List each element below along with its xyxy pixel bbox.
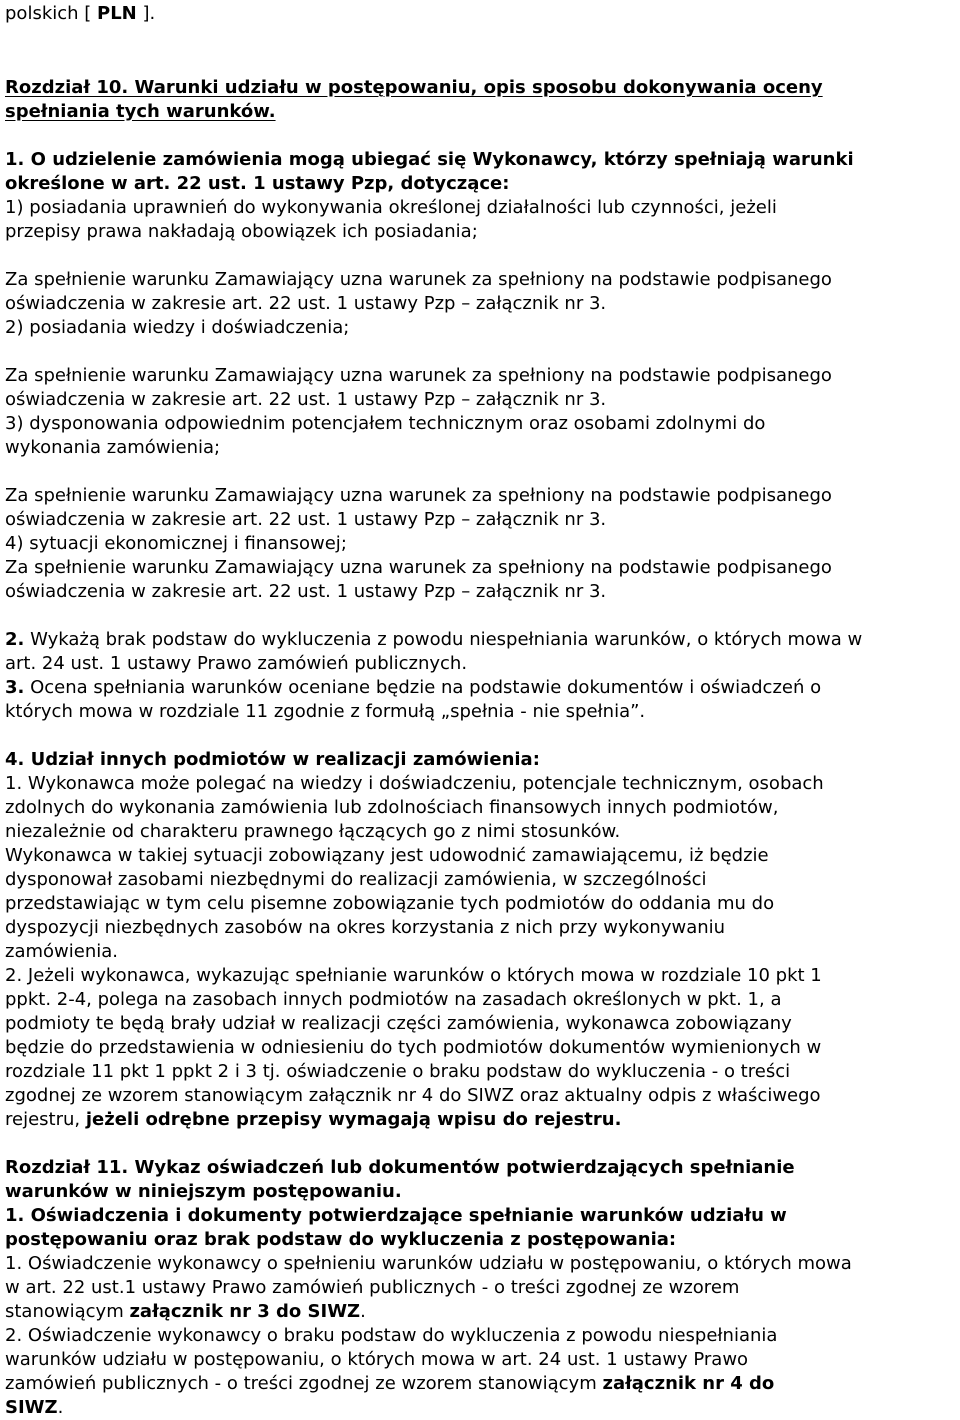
text-line	[5, 1012, 792, 1036]
text-run: 2. Oświadczenie wykonawcy o braku podstaw do wykluczenia z powodu niespełniania	[5, 1325, 778, 1346]
text-line	[5, 892, 774, 916]
text-line	[5, 508, 606, 532]
text-run: Za spełnienie warunku Zamawiający uzna warunek za spełniony na podstawie podpisanego	[5, 365, 832, 386]
text-run: oświadczenia w zakresie art. 22 ust. 1 ustawy Pzp – załącznik nr 3.	[5, 509, 607, 530]
text-line	[5, 316, 349, 340]
text-line	[5, 1060, 790, 1084]
text-line	[5, 484, 832, 508]
text-line	[5, 532, 347, 556]
text-run: niezależnie od charakteru prawnego łączących go z nimi stosunków.	[5, 821, 621, 842]
text-line	[5, 412, 765, 436]
text-line	[5, 700, 645, 724]
text-line	[5, 1300, 366, 1324]
bold-text: 4. Udział innych podmiotów w realizacji zamówienia:	[5, 749, 540, 770]
bold-text: 3.	[5, 677, 25, 698]
text-run: polskich [	[5, 3, 98, 24]
text-line	[5, 2, 155, 26]
text-run: zgodnej ze wzorem stanowiącym załącznik nr 4 do SIWZ oraz aktualny odpis z właściwego	[5, 1085, 821, 1106]
text-run: ].	[136, 3, 156, 24]
text-run: oświadczenia w zakresie art. 22 ust. 1 ustawy Pzp – załącznik nr 3.	[5, 389, 607, 410]
text-run: .	[360, 1301, 366, 1322]
text-run: 3) dysponowania odpowiednim potencjałem technicznym oraz osobami zdolnymi do	[5, 413, 766, 434]
text-line	[5, 220, 478, 244]
text-line	[5, 76, 823, 100]
text-run: zamówień publicznych - o treści zgodnej ze wzorem stanowiącym	[5, 1373, 603, 1394]
text-line	[5, 364, 832, 388]
text-line	[5, 844, 769, 868]
bold-text: spełniania tych warunków.	[5, 101, 276, 122]
text-line	[5, 1396, 63, 1420]
text-line	[5, 1108, 621, 1132]
text-line	[5, 172, 509, 196]
bold-text: PLN	[97, 3, 137, 24]
bold-text: 1. Oświadczenia i dokumenty potwierdzające spełnianie warunków udziału w	[5, 1205, 787, 1226]
text-line	[5, 1204, 787, 1228]
text-line	[5, 628, 862, 652]
text-line	[5, 940, 118, 964]
bold-text: załącznik nr 3 do SIWZ	[129, 1301, 361, 1322]
text-run: których mowa w rozdziale 11 zgodnie z formułą „spełnia - nie spełnia”.	[5, 701, 646, 722]
text-line	[5, 100, 276, 124]
text-run: Wykonawca w takiej sytuacji zobowiązany jest udowodnić zamawiającemu, iż będzie	[5, 845, 769, 866]
text-line	[5, 748, 540, 772]
text-line	[5, 292, 606, 316]
text-line	[5, 772, 824, 796]
text-line	[5, 1156, 795, 1180]
bold-text: 1. O udzielenie zamówienia mogą ubiegać się Wykonawcy, którzy spełniają warunki	[5, 149, 854, 170]
text-run: 1. Wykonawca może polegać na wiedzy i doświadczeniu, potencjale technicznym, osobach	[5, 773, 824, 794]
text-run: 2) posiadania wiedzy i doświadczenia;	[5, 317, 350, 338]
text-run: art. 24 ust. 1 ustawy Prawo zamówień publicznych.	[5, 653, 468, 674]
text-run: Ocena spełniania warunków oceniane będzie na podstawie dokumentów i oświadczeń o	[24, 677, 822, 698]
text-line	[5, 196, 777, 220]
text-line	[5, 1276, 739, 1300]
text-line	[5, 388, 606, 412]
text-line	[5, 820, 620, 844]
text-run: 2. Jeżeli wykonawca, wykazując spełnianie warunków o których mowa w rozdziale 10 pkt 1	[5, 965, 822, 986]
text-run: Za spełnienie warunku Zamawiający uzna warunek za spełniony na podstawie podpisanego	[5, 557, 832, 578]
text-line	[5, 988, 782, 1012]
text-run: dyspozycji niezbędnych zasobów na okres korzystania z nich przy wykonywaniu	[5, 917, 726, 938]
text-run: dysponował zasobami niezbędnymi do realizacji zamówienia, w szczególności	[5, 869, 707, 890]
text-line	[5, 1084, 821, 1108]
text-run: oświadczenia w zakresie art. 22 ust. 1 ustawy Pzp – załącznik nr 3.	[5, 581, 607, 602]
text-run: warunków udziału w postępowaniu, o których mowa w art. 24 ust. 1 ustawy Prawo	[5, 1349, 749, 1370]
text-run: przedstawiając w tym celu pisemne zobowiązanie tych podmiotów do oddania mu do	[5, 893, 775, 914]
text-line	[5, 1252, 852, 1276]
text-run: będzie do przedstawienia w odniesieniu do tych podmiotów dokumentów wymienionych w	[5, 1037, 822, 1058]
bold-text: SIWZ	[5, 1397, 58, 1418]
text-run: 4) sytuacji ekonomicznej i finansowej;	[5, 533, 347, 554]
bold-text: jeżeli odrębne przepisy wymagają wpisu do rejestru.	[85, 1109, 622, 1130]
bold-text: Rozdział 10. Warunki udziału w postępowaniu, opis sposobu dokonywania oceny	[5, 77, 823, 98]
text-line	[5, 268, 832, 292]
bold-text: warunków w niniejszym postępowaniu.	[5, 1181, 402, 1202]
text-line	[5, 652, 467, 676]
text-run: ppkt. 2-4, polega na zasobach innych podmiotów na zasadach określonych w pkt. 1, a	[5, 989, 782, 1010]
text-line	[5, 1324, 777, 1348]
bold-text: Rozdział 11. Wykaz oświadczeń lub dokumentów potwierdzających spełnianie	[5, 1157, 795, 1178]
text-run: zamówienia.	[5, 941, 118, 962]
text-line	[5, 916, 725, 940]
bold-text: załącznik nr 4 do	[602, 1373, 775, 1394]
text-line	[5, 1036, 821, 1060]
text-run: .	[57, 1397, 64, 1418]
text-run: przepisy prawa nakładają obowiązek ich posiadania;	[5, 221, 478, 242]
text-run: Za spełnienie warunku Zamawiający uzna warunek za spełniony na podstawie podpisanego	[5, 485, 832, 506]
text-line	[5, 556, 832, 580]
text-line	[5, 1180, 402, 1204]
text-run: 1. Oświadczenie wykonawcy o spełnieniu warunków udziału w postępowaniu, o których mowa	[5, 1253, 852, 1274]
text-line	[5, 580, 606, 604]
bold-text: postępowaniu oraz brak podstaw do wykluczenia z postępowania:	[5, 1229, 677, 1250]
text-run: zdolnych do wykonania zamówienia lub zdolnościach finansowych innych podmiotów,	[5, 797, 779, 818]
text-run: Za spełnienie warunku Zamawiający uzna warunek za spełniony na podstawie podpisanego	[5, 269, 832, 290]
text-run: w art. 22 ust.1 ustawy Prawo zamówień publicznych - o treści zgodnej ze wzorem	[5, 1277, 740, 1298]
text-line	[5, 1228, 676, 1252]
text-line	[5, 676, 821, 700]
text-run: 1) posiadania uprawnień do wykonywania określonej działalności lub czynności, jeżeli	[5, 197, 777, 218]
text-line	[5, 436, 220, 460]
bold-text: określone w art. 22 ust. 1 ustawy Pzp, dotyczące:	[5, 173, 510, 194]
text-run: rozdziale 11 pkt 1 ppkt 2 i 3 tj. oświadczenie o braku podstaw do wykluczenia - o treści	[5, 1061, 791, 1082]
text-line	[5, 148, 854, 172]
bold-text: 2.	[5, 629, 25, 650]
text-run: Wykażą brak podstaw do wykluczenia z powodu niespełniania warunków, o których mowa w	[24, 629, 863, 650]
text-run: podmioty te będą brały udział w realizacji części zamówienia, wykonawca zobowiązany	[5, 1013, 792, 1034]
text-line	[5, 796, 778, 820]
text-line	[5, 1372, 774, 1396]
text-line	[5, 964, 822, 988]
text-line	[5, 1348, 748, 1372]
text-run: oświadczenia w zakresie art. 22 ust. 1 ustawy Pzp – załącznik nr 3.	[5, 293, 607, 314]
text-run: stanowiącym	[5, 1301, 130, 1322]
text-run: wykonania zamówienia;	[5, 437, 221, 458]
text-run: rejestru,	[5, 1109, 86, 1130]
text-line	[5, 868, 707, 892]
